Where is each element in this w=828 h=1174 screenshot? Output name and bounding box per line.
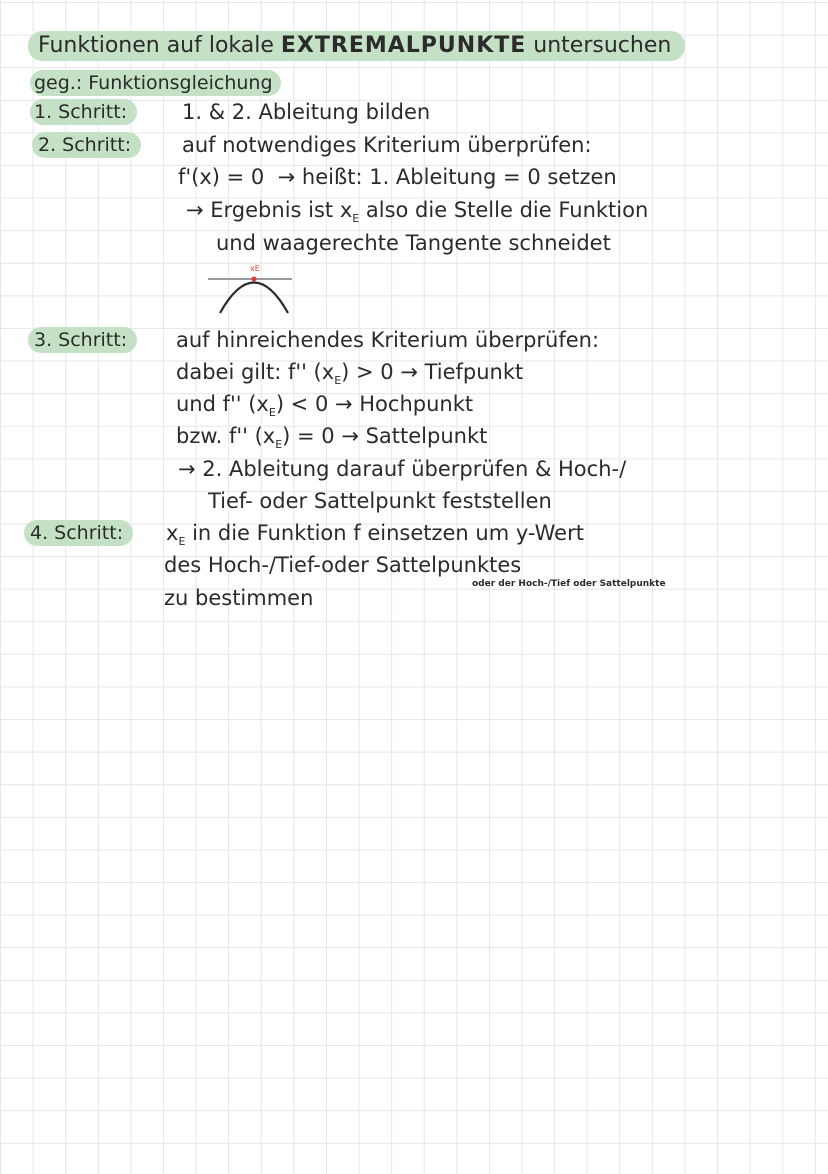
step3-condition-max: und f'' $(x_E) < 0$ → Hochpunkt: [176, 392, 474, 420]
title-caps: EXTREMALPUNKTE: [280, 33, 527, 58]
step2-line1: auf notwendiges Kriterium überprüfen:: [182, 133, 592, 157]
step4-note: oder der Hoch-/Tief oder Sattelpunkte: [472, 579, 666, 589]
step4-line3: zu bestimmen: [164, 586, 314, 610]
page-title: [28, 31, 685, 61]
step4-line2: des Hoch-/Tief-oder Sattelpunktes: [164, 553, 522, 577]
step2-derivative: f'(x) = 0: [178, 165, 265, 189]
step1-text: 1. & 2. Ableitung bilden: [182, 100, 431, 124]
step2-result-sub: E: [352, 212, 360, 226]
step2-result: → Ergebnis ist x: [186, 198, 353, 222]
step3-line1: auf hinreichendes Kriterium überprüfen:: [176, 328, 600, 352]
extremum-label: xE: [250, 264, 260, 273]
step1-label: 1. Schritt:: [30, 99, 137, 125]
step2-result-rest: also die Stelle die Funktion: [359, 198, 649, 222]
step4-line1: $x_E$ in die Funktion f einsetzen um y-Wert: [166, 521, 584, 549]
step3-line6: Tief- oder Sattelpunkt feststellen: [208, 489, 552, 513]
step2-line3: [186, 197, 648, 232]
step3-line5: → 2. Ableitung darauf überprüfen & Hoch-/: [178, 457, 627, 481]
given-label: geg.: Funktionsgleichung: [30, 70, 281, 96]
title-suffix: untersuchen: [526, 33, 672, 58]
title-prefix: Funktionen auf lokale: [38, 33, 281, 58]
extremum-point: [252, 277, 257, 282]
step2-label: 2. Schritt:: [32, 132, 141, 158]
step2-line2: [178, 164, 617, 190]
tangent-sketch: [206, 258, 306, 318]
step2-meaning: → heißt: 1. Ableitung = 0 setzen: [277, 165, 617, 189]
step3-condition-saddle: bzw. f'' $(x_E) = 0$ → Sattelpunkt: [176, 424, 488, 452]
step4-label: 4. Schritt:: [24, 520, 133, 546]
step3-condition-min: dabei gilt: f'' $(x_E) > 0$ → Tiefpunkt: [176, 360, 524, 388]
step3-label: 3. Schritt:: [28, 327, 137, 353]
parabola-curve: [220, 283, 288, 314]
step2-line4: und waagerechte Tangente schneidet: [216, 231, 611, 255]
